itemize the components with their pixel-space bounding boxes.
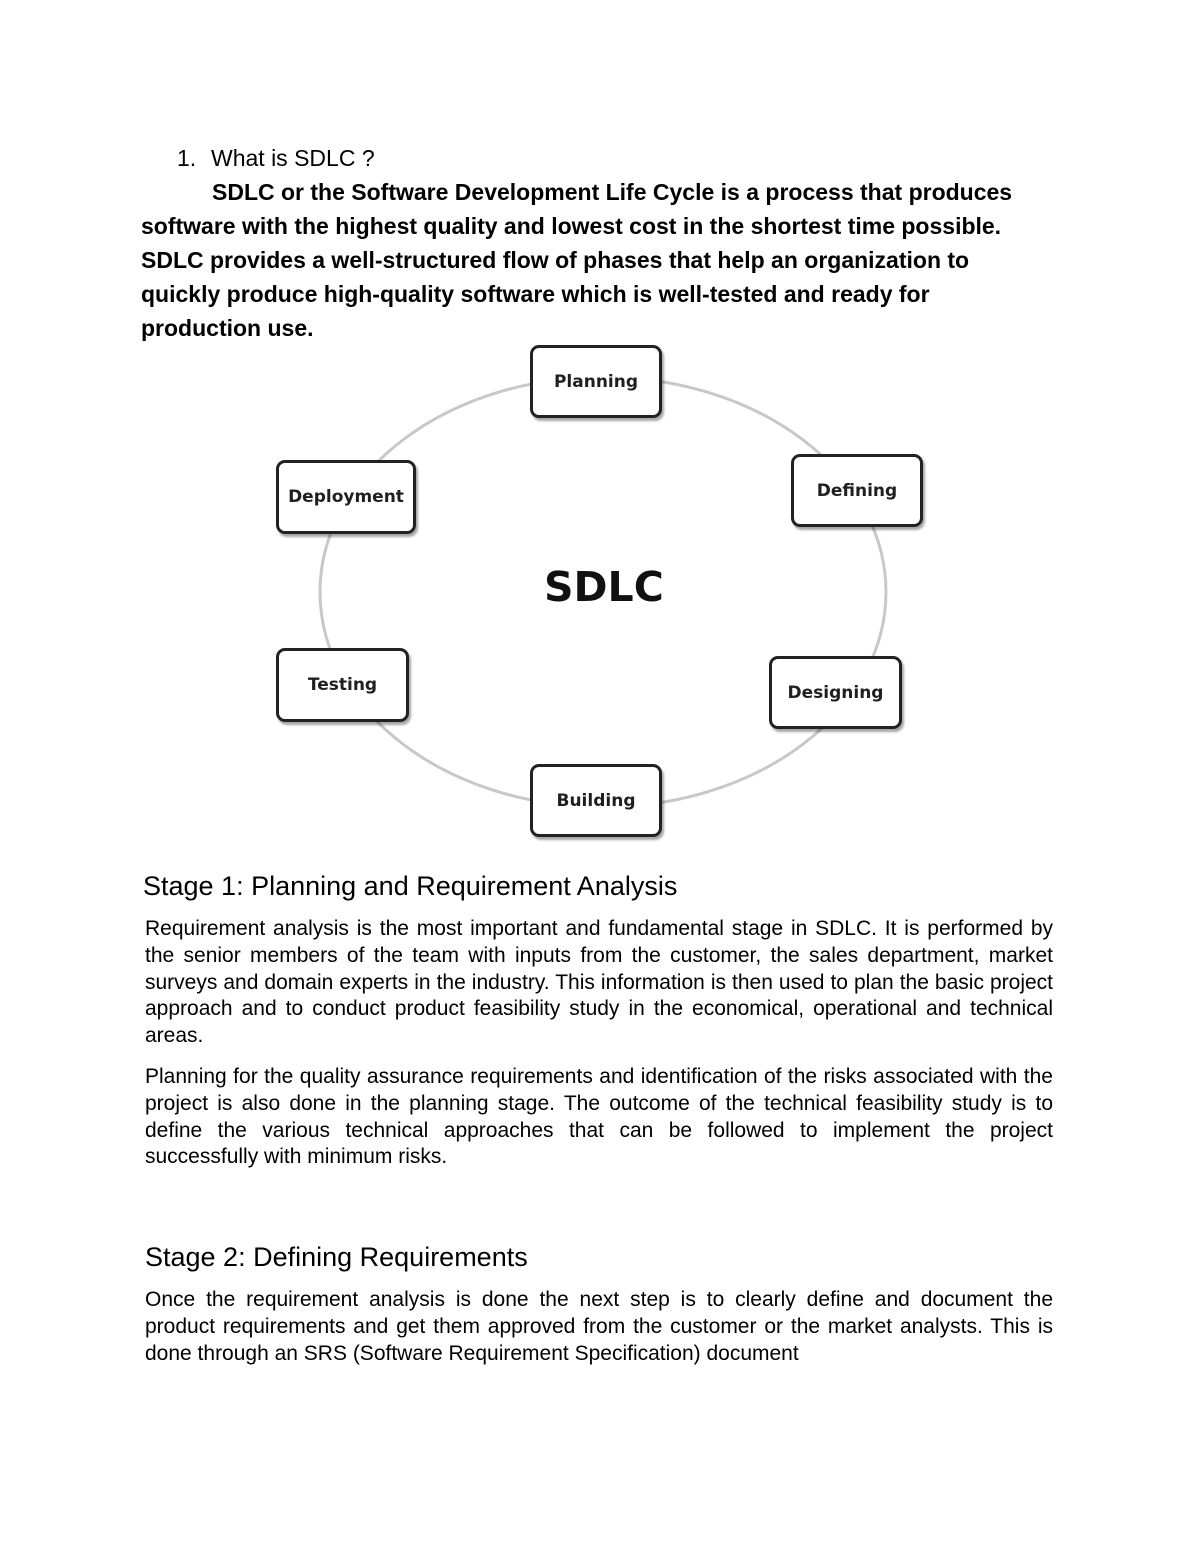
intro-line: quickly produce high-quality software which is well-tested and ready for	[141, 281, 930, 307]
stage-box-designing	[769, 656, 902, 729]
stage2-title: Stage 2: Defining Requirements	[145, 1242, 528, 1272]
stage-box-testing	[276, 648, 409, 722]
intro-line: SDLC or the Software Development Life Cycle is a process that produces	[212, 179, 1013, 205]
stage2-paragraph-1: Once the requirement analysis is done the next step is to clearly define and document the product requirements and get them approved from the customer or the market analysts. This is done through an SRS (Software Requirement Specification) document	[145, 1288, 1053, 1365]
diagram-center-label: SDLC	[544, 563, 664, 611]
question-heading	[177, 141, 375, 175]
stage1-paragraph-1: Requirement analysis is the most important and fundamental stage in SDLC. It is performed by the senior members of the team with inputs from the customer, the sales department, market surveys and domain experts in the industry. This information is then used to plan the basic project approach and to conduct product feasibility study in the economical, operational and technical areas.	[145, 917, 1053, 1048]
stage-label: Testing	[307, 675, 378, 695]
stage-label: Deployment	[288, 487, 404, 507]
stage-box-building	[530, 764, 662, 837]
stage-label: Building	[556, 790, 636, 811]
question-title: What is SDLC ?	[211, 145, 375, 171]
stage-label: Planning	[553, 371, 639, 392]
stage-label: Defining	[816, 480, 898, 501]
intro-paragraph	[141, 175, 1061, 345]
intro-line: production use.	[141, 315, 314, 341]
stage-box-defining	[791, 454, 923, 527]
stage1-paragraph-2: Planning for the quality assurance requirements and identification of the risks associated with the project is also done in the planning stage. The outcome of the technical feasibility study is to define the various technical approaches that can be followed to implement the project successfully with minimum risks.	[145, 1065, 1053, 1169]
stage-box-planning	[530, 345, 662, 418]
stage-box-deployment	[276, 460, 416, 534]
intro-line: software with the highest quality and lowest cost in the shortest time possible.	[141, 213, 1002, 239]
stage1-title: Stage 1: Planning and Requirement Analysis	[143, 871, 678, 901]
intro-line: SDLC provides a well-structured flow of phases that help an organization to	[141, 247, 970, 273]
question-number: 1.	[177, 145, 197, 171]
stage-label: Designing	[787, 682, 884, 703]
